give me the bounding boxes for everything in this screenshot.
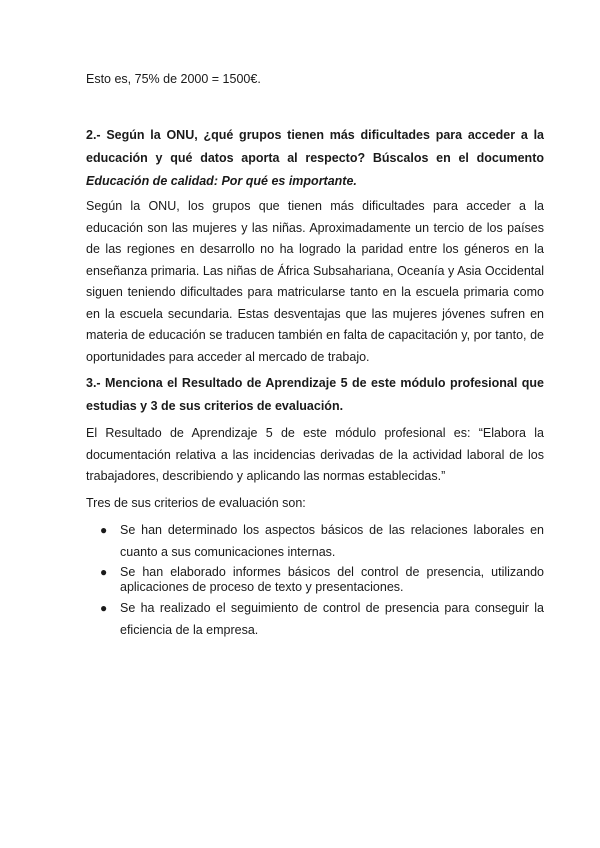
question-2-heading-text: 2.- Según la ONU, ¿qué grupos tienen más dificultades para acceder a la educación y qué datos aporta al respecto? Búscalos en el documento (86, 128, 544, 165)
list-item (86, 565, 544, 595)
criteria-intro: Tres de sus criterios de evaluación son: (86, 496, 306, 510)
question-2-heading (86, 124, 544, 193)
bullet-icon: ● (100, 565, 108, 579)
list-item (86, 520, 544, 563)
bullet-icon: ● (100, 601, 108, 615)
document-title: Educación de calidad: Por qué es importante. (86, 174, 357, 188)
intro-text: Esto es, 75% de 2000 = 1500€. (86, 72, 261, 86)
list-item (86, 598, 544, 641)
criteria-list (86, 520, 544, 641)
question-3-answer: El Resultado de Aprendizaje 5 de este módulo profesional es: “Elabora la documentación relativa a las incidencias derivadas de la actividad laboral de los trabajadores, describiendo y aplicando las normas establecidas.” (86, 426, 544, 483)
criterion-text: Se ha realizado el seguimiento de control de presencia para conseguir la eficiencia de la empresa. (120, 601, 544, 637)
bullet-icon: ● (100, 523, 108, 537)
question-3-heading: 3.- Menciona el Resultado de Aprendizaje 5 de este módulo profesional que estudias y 3 de sus criterios de evaluación. (86, 376, 544, 413)
criterion-text: Se han elaborado informes básicos del control de presencia, utilizando aplicaciones de proceso de texto y presentaciones. (120, 565, 544, 594)
criterion-text: Se han determinado los aspectos básicos de las relaciones laborales en cuanto a sus comunicaciones internas. (120, 523, 544, 559)
question-2-answer: Según la ONU, los grupos que tienen más dificultades para acceder a la educación son las mujeres y las niñas. Aproximadamente un tercio de los países de las regiones en desarrollo no ha logrado la paridad entre los géneros en la enseñanza primaria. Las niñas de África Subsahariana, Oceanía y Asia Occidental siguen teniendo dificultades para matricularse tanto en la escuela primaria como en la escuela secundaria. Estas desventajas que las mujeres jóvenes sufren en materia de educación se traducen también en falta de capacitación y, por tanto, de oportunidades para acceder al mercado de trabajo. (86, 199, 544, 364)
